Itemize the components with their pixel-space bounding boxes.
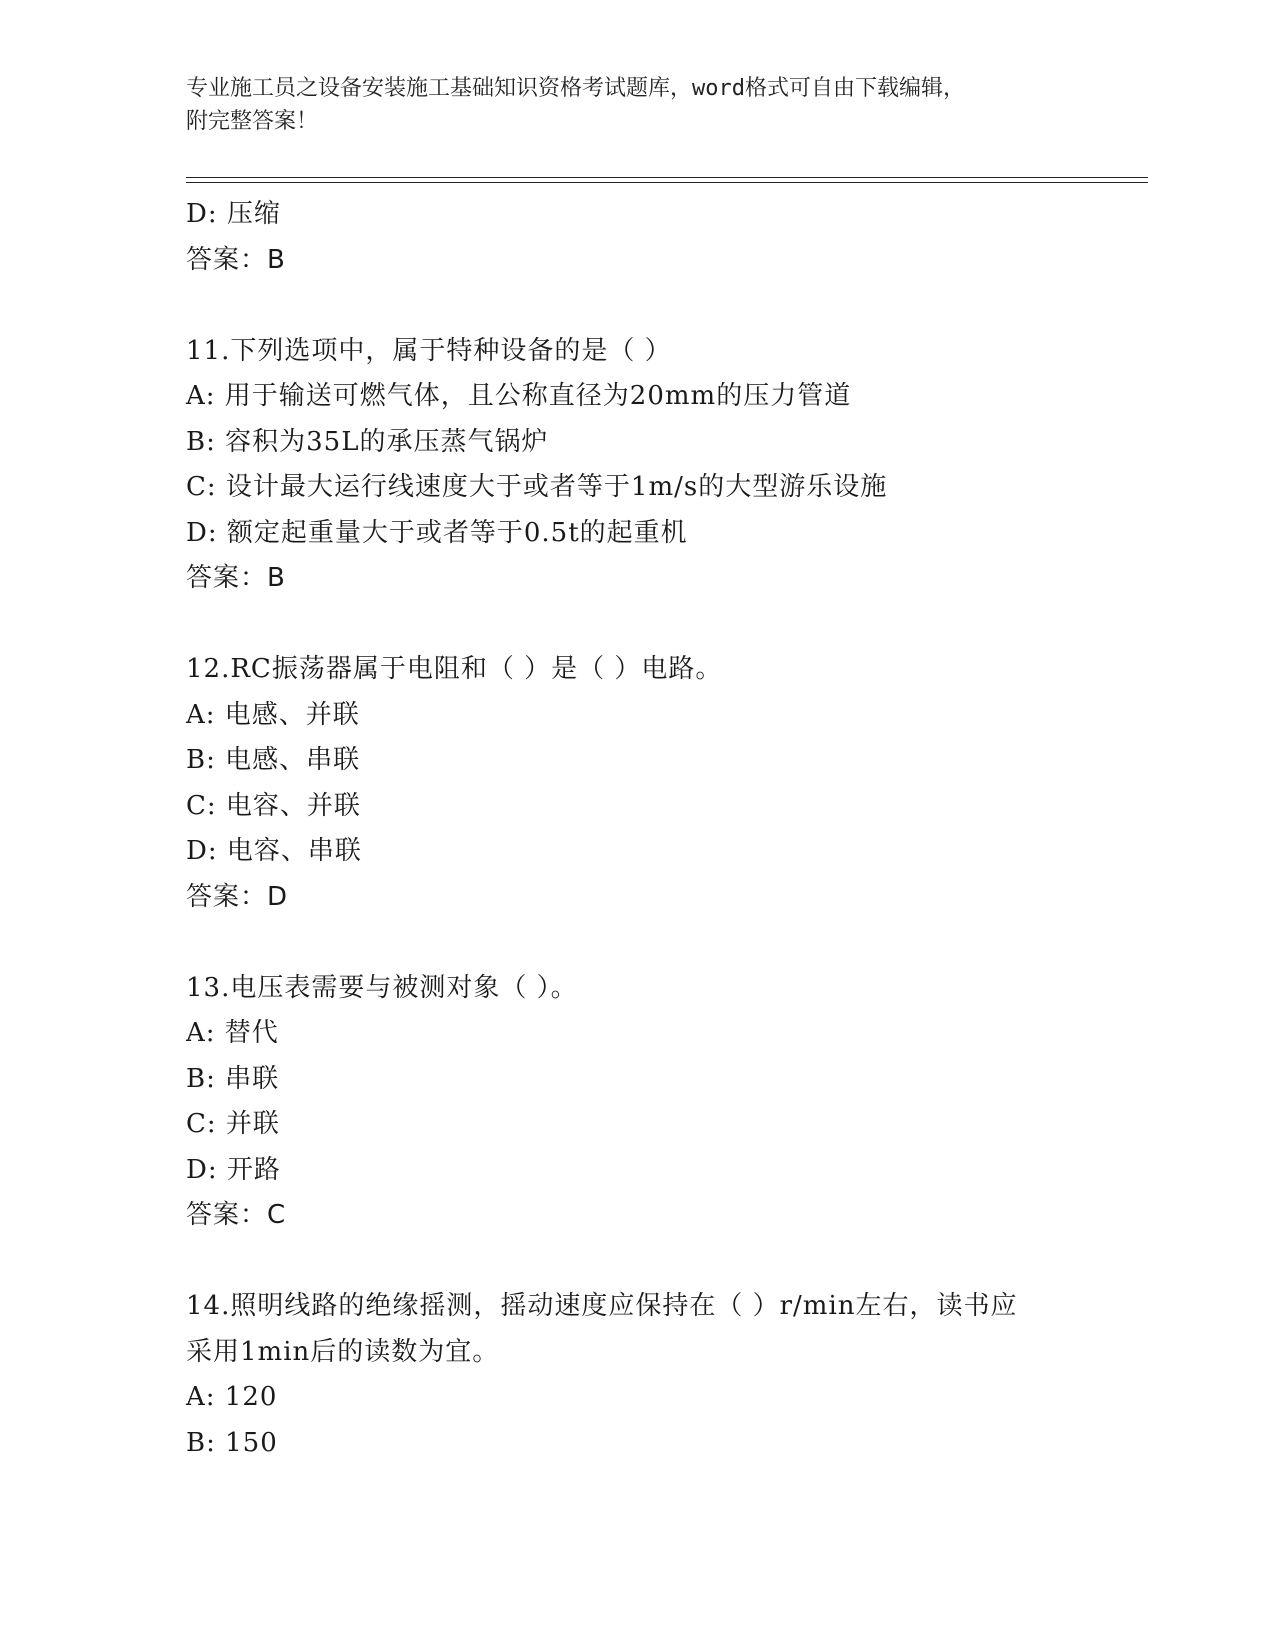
option-a: A: 用于输送可燃气体，且公称直径为20mm的压力管道 xyxy=(186,381,852,411)
spacer xyxy=(186,1239,1146,1285)
question-list xyxy=(186,192,1146,1466)
option-a: A: 120 xyxy=(186,1382,278,1412)
answer: 答案：D xyxy=(186,881,289,912)
option-d-previous: D: 压缩 xyxy=(186,199,281,229)
question-stem: 11.下列选项中，属于特种设备的是（ ） xyxy=(186,335,672,366)
answer: 答案：B xyxy=(186,563,286,593)
option-b: B: 容积为35L的承压蒸气锅炉 xyxy=(186,426,549,457)
question-stem-line-2: 采用1min后的读数为宜。 xyxy=(186,1336,500,1367)
answer-previous: 答案：B xyxy=(186,244,286,275)
question-14 xyxy=(186,1284,1146,1466)
option-b: B: 串联 xyxy=(186,1063,280,1094)
question-stem: 12.RC振荡器属于电阻和（ ）是（ ）电路。 xyxy=(186,654,723,684)
question-stem: 13.电压表需要与被测对象（ ）。 xyxy=(186,972,578,1003)
option-d: D: 额定起重量大于或者等于0.5t的起重机 xyxy=(186,517,688,548)
question-stem-line-1: 14.照明线路的绝缘摇测，摇动速度应保持在（ ）r/min左右，读书应 xyxy=(186,1291,1018,1321)
spacer xyxy=(186,283,1146,329)
option-d: D: 开路 xyxy=(186,1154,281,1185)
option-c: C: 电容、并联 xyxy=(186,790,361,821)
option-b: B: 电感、串联 xyxy=(186,745,361,775)
answer: 答案：C xyxy=(186,1200,287,1230)
question-12 xyxy=(186,647,1146,920)
header-title-line-1: 专业施工员之设备安装施工基础知识资格考试题库，word格式可自由下载编辑， xyxy=(186,76,965,101)
document-header xyxy=(186,72,1086,138)
option-a: A: 替代 xyxy=(186,1018,279,1048)
option-b: B: 150 xyxy=(186,1427,278,1458)
header-divider-top xyxy=(186,177,1148,178)
option-d: D: 电容、串联 xyxy=(186,836,362,866)
option-a: A: 电感、并联 xyxy=(186,699,360,730)
header-title-line-2: 附完整答案！ xyxy=(186,109,319,134)
question-13 xyxy=(186,966,1146,1239)
option-c: C: 设计最大运行线速度大于或者等于1m/s的大型游乐设施 xyxy=(186,472,888,502)
header-divider-bottom xyxy=(186,182,1148,183)
option-c: C: 并联 xyxy=(186,1109,280,1139)
question-11 xyxy=(186,329,1146,602)
spacer xyxy=(186,920,1146,966)
spacer xyxy=(186,602,1146,648)
